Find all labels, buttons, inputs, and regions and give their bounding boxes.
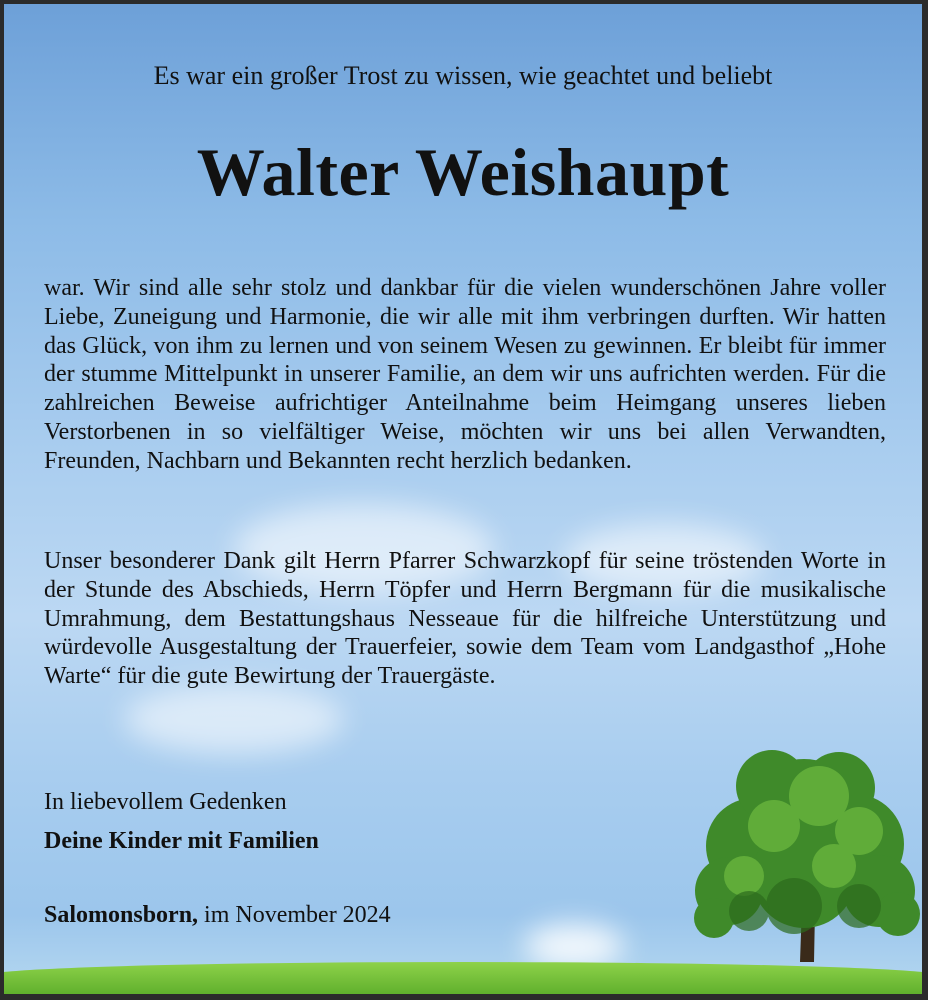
obituary-card: [4, 4, 922, 994]
date: im November 2024: [198, 902, 391, 928]
cloud: [124, 684, 344, 754]
special-thanks-paragraph: Unser besonderer Dank gilt Herrn Pfarrer Schwarzkopf für seine tröstenden Worte in der Stunde des Abschieds, Herrn Töpfer und Herrn Bergmann für die musikalische Umrahmung, dem Bestattungshaus Nesseaue für die hilfreiche Unterstützung und würdevolle Ausgestaltung der Trauerfeier, sowie dem Team vom Landgasthof „Hohe Warte“ für die gute Bewirtung der Trauergäste.: [44, 548, 886, 690]
deceased-name: Walter Weishaupt: [196, 134, 730, 210]
signature: Deine Kinder mit Familien: [44, 828, 319, 854]
intro-line: Es war ein großer Trost zu wissen, wie geachtet und beliebt: [153, 61, 773, 90]
place: Salomonsborn,: [44, 902, 199, 928]
tree-icon: [684, 726, 922, 966]
grass-field: [4, 962, 922, 994]
thanks-paragraph: war. Wir sind alle sehr stolz und dankbar für die vielen wunderschönen Jahre voller Liebe, Zuneigung und Harmonie, die wir alle mit ihm verbringen durften. Wir hatten das Glück, von ihm zu lernen und von seinem Wesen zu gewinnen. Er bleibt für immer der stumme Mittelpunkt in unserer Familie, an dem wir uns aufrichten werden. Für die zahlreichen Beweise aufrichtiger Anteilnahme beim Heimgang unseres lieben Verstorbenen in so vielfältiger Weise, möchten wir uns bei allen Verwandten, Freunden, Nachbarn und Bekannten recht herzlich bedanken.: [44, 275, 886, 474]
place-date: [44, 900, 391, 930]
closing-greeting: In liebevollem Gedenken: [44, 789, 287, 815]
